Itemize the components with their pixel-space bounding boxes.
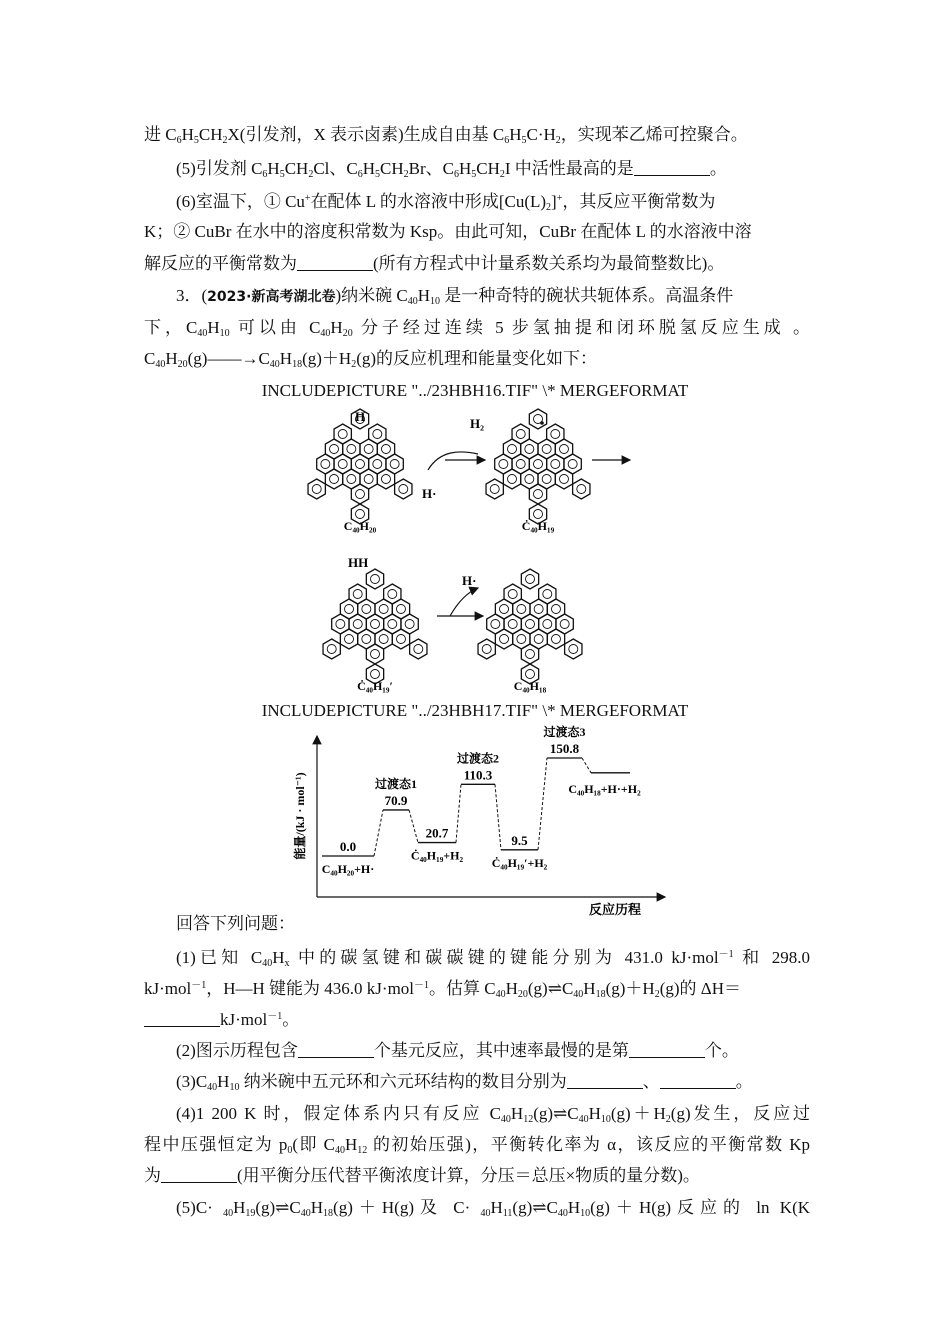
- problem-3-line-1: 3．(2023·新高考湖北卷)纳米碗 $C_{40}H_{10}$ 是一种奇特的碗状共轭体系。高温条件: [176, 286, 734, 307]
- question-1-line-2: kJ·mol$^{-1}$，H—H 键能为 436.0 kJ·mol$^{-1}$。估算 $C_{40}H_{20}(g)\rightleftharpoons C_{40}H_{18}(g)+H_2(g)$的 ΔH＝: [144, 979, 741, 1000]
- include-picture-field-2: INCLUDEPICTURE "../23HBH17.TIF" \* MERGEFORMAT: [261, 701, 689, 720]
- energy-value-label-4: 110.3: [463, 767, 493, 783]
- energy-state-label-4: 过渡态2: [456, 751, 500, 766]
- mechanism-h2-label: H₂: [470, 416, 485, 431]
- problem-3-line-3: $C_{40}H_{20}(g)——\to C_{40}H_{18}(g)+H_2(g)$的反应机理和能量变化如下：: [144, 349, 598, 370]
- molecule-c40h20-structure: [308, 409, 412, 524]
- energy-state-label-1: C₄₀H₂₀+H·: [321, 862, 375, 876]
- energy-state-label-5: Ċ₄₀H₁₉′+H₂: [491, 855, 548, 870]
- energy-state-label-7: C₄₀H₁₈+H·+H₂: [568, 781, 641, 796]
- mechanism-h-radical-in-label: H·: [422, 486, 437, 501]
- include-picture-field-1: INCLUDEPICTURE "../23HBH16.TIF" \* MERGEFORMAT: [261, 381, 689, 400]
- text-line-1: 进 $C_6H_5CH_2X$(引发剂，X 表示卤素)生成自由基 $C_6H_5C\cdot H_2$，实现苯乙烯可控聚合。: [144, 125, 748, 146]
- energy-state-label-3: Ċ₄₀H₁₉+H₂: [410, 848, 464, 863]
- mechanism-h-radical-out-label: H·: [462, 573, 477, 588]
- question-5-line-1: $(5)C\cdot _{40}H_{19}(g)\rightleftharpoons C_{40}H_{18}(g)+H(g)$及 $C\cdot _{40}H_{11}(g)\rightleftharpoons C_{40}H_{10}(g)+H(g)$反应的 ln K(K: [176, 1198, 811, 1219]
- energy-connector-1: [374, 810, 383, 856]
- mechanism-c40h19-label: Ċ₄₀H₁₉: [521, 519, 555, 533]
- energy-value-label-5: 9.5: [511, 832, 528, 848]
- energy-state-label-6: 过渡态3: [543, 724, 586, 739]
- question-4-line-2: 程中压强恒定为 $p_0$(即 $C_{40}H_{12}$ 的初始压强)，平衡转化率为 α，该反应的平衡常数 Kp: [144, 1135, 811, 1156]
- question-2-line: (2)图示历程包含 个基元反应，其中速率最慢的是第 个。: [176, 1041, 739, 1060]
- molecule-c40h18-structure: [478, 569, 582, 684]
- energy-connector-2: [409, 810, 418, 843]
- question-6-line-2: K；② CuBr 在水中的溶度积常数为 Ksp。由此可知，CuBr 在配体 L 的水溶液中溶: [144, 222, 752, 241]
- energy-value-label-1: 0.0: [339, 839, 357, 854]
- energy-state-label-2: 过渡态1: [374, 776, 418, 791]
- energy-value-label-3: 20.7: [425, 825, 449, 841]
- energy-connector-6: [582, 758, 591, 773]
- question-6-line-3: 解反应的平衡常数为 (所有方程式中计量系数关系均为最简整数比)。: [144, 254, 725, 273]
- energy-x-label: 反应历程: [588, 902, 642, 917]
- mechanism-curved-arrow-2: [450, 588, 478, 616]
- mechanism-c40h18-label: C₄₀H₁₈: [513, 679, 547, 693]
- question-6-line-1: (6)室温下，① Cu+在配体 L 的水溶液中形成$[Cu(L)_2]^+$，其反应平衡常数为: [176, 192, 716, 213]
- problem-3-line-2: 下，$C_{40}H_{10}$ 可以由 $C_{40}H_{20}$ 分子经过连续 5 步氢抽提和闭环脱氢反应生成 。: [144, 318, 811, 339]
- energy-connector-4: [495, 784, 501, 850]
- radical-dot: [540, 421, 544, 425]
- mechanism-c40h19-prime-label: Ċ₄₀H₁₉′: [357, 679, 393, 693]
- question-3-line: $(3)C_{40}H_{10}$ 纳米碗中五元环和六元环结构的数目分别为 、 。: [176, 1072, 753, 1093]
- mechanism-curved-arrow-1: [428, 452, 478, 470]
- mechanism-c40h20-label: C₄₀H₂₀: [343, 519, 377, 533]
- question-4-line-3: 为 (用平衡分压代替平衡浓度计算，分压＝总压×物质的量分数)。: [144, 1166, 700, 1185]
- mechanism-hh-label: HH: [348, 555, 369, 570]
- energy-value-label-6: 150.8: [549, 740, 580, 756]
- question-4-line-1: (4)1 200 K 时，假定体系内只有反应 $C_{40}H_{12}(g)\rightleftharpoons C_{40}H_{10}(g)+H_2(g)$发生，反应过: [176, 1104, 811, 1125]
- molecule-c40h19-structure: [486, 409, 590, 524]
- mechanism-figure: [300, 402, 650, 697]
- energy-connector-5: [538, 758, 547, 850]
- question-1-line-3: kJ·mol$^{-1}$。: [144, 1008, 810, 1032]
- energy-diagram: [290, 724, 670, 917]
- questions-intro: 回答下列问题：: [176, 914, 295, 933]
- question-5-line: (5)引发剂 $C_6H_5CH_2Cl$、$C_6H_5CH_2Br$、$C_6H_5CH_2I$ 中活性最高的是 。: [176, 159, 727, 180]
- energy-y-label: 能量/(kJ · mol⁻¹): [293, 772, 307, 860]
- question-1-line-1: (1)已知 $C_{40}H_x$ 中的碳氢键和碳碳键的键能分别为 431.0 kJ·mol$^{-1}$ 和 298.0: [176, 948, 810, 969]
- mechanism-h-label: H: [354, 409, 366, 424]
- molecule-c40h19-prime-structure: [323, 569, 427, 684]
- energy-connector-3: [456, 784, 461, 842]
- energy-value-label-2: 70.9: [384, 792, 408, 808]
